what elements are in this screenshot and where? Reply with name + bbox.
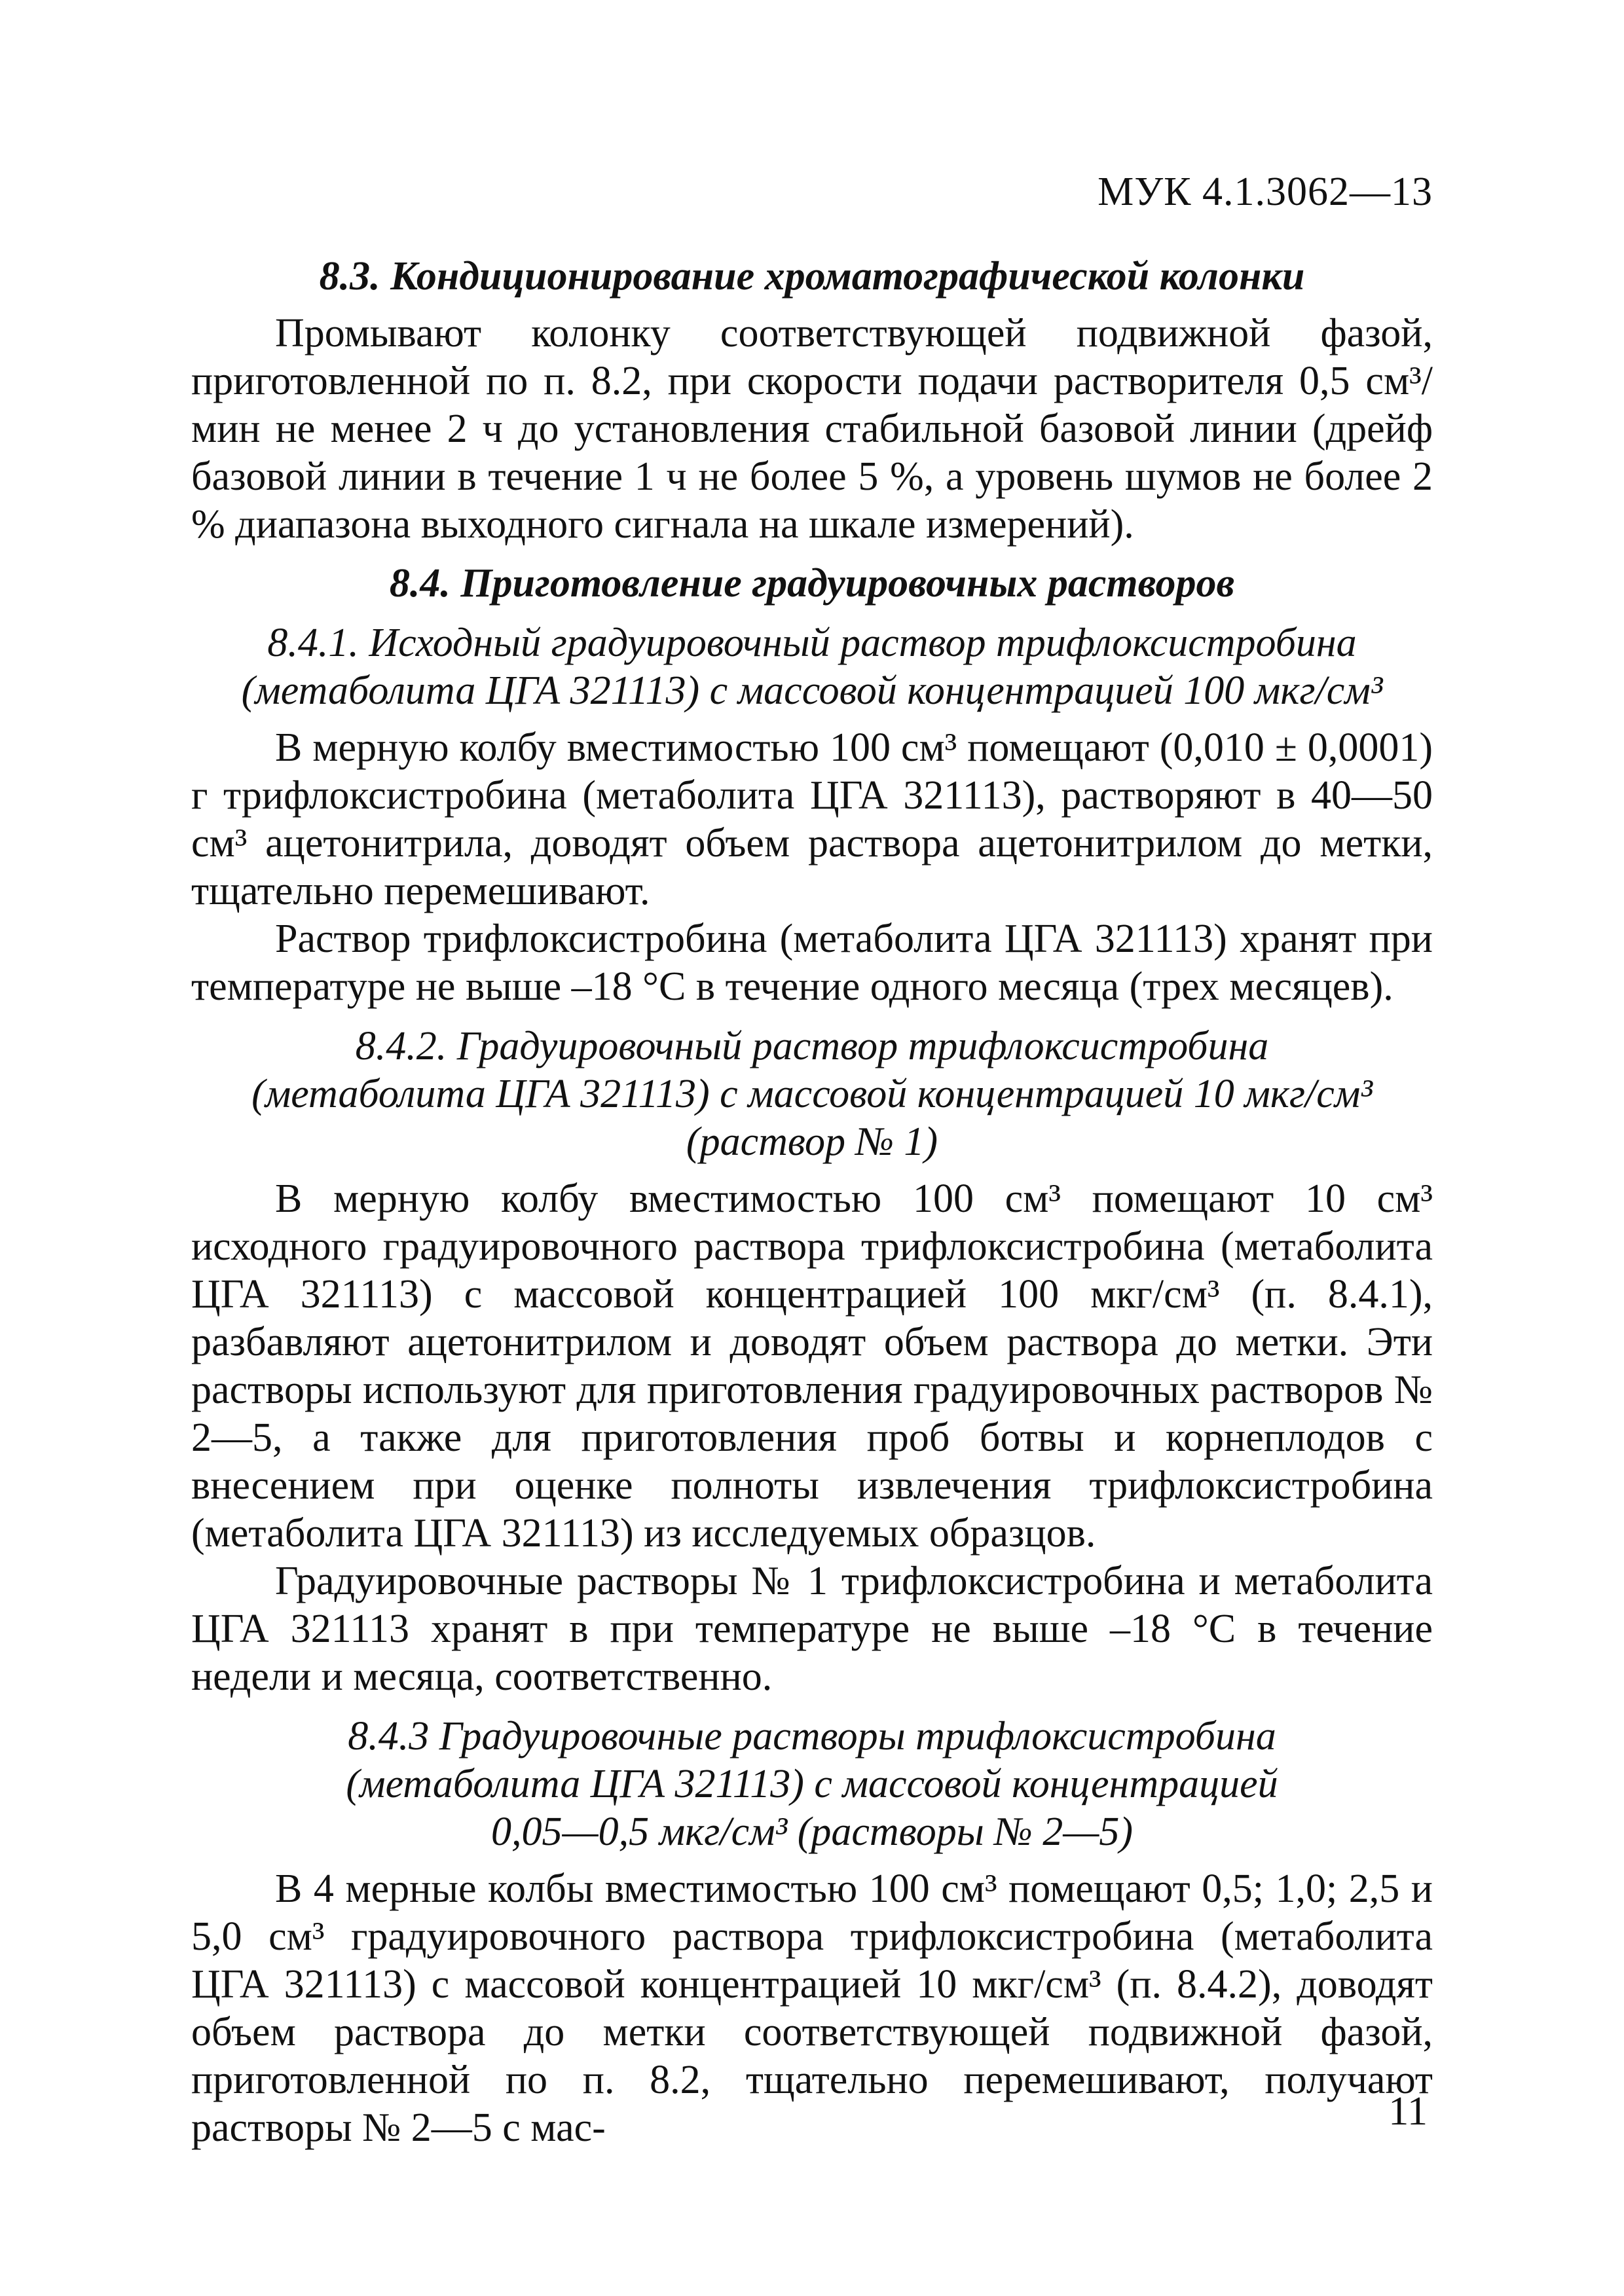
section-8-4-1-title-line2: (метаболита ЦГА 321113) с массовой концентрацией 100 мкг/см³ [241,668,1383,713]
section-8-3-title: 8.3. Кондиционирование хроматографической колонки [319,254,1305,299]
section-8-4-1-title-line1: 8.4.1. Исходный градуировочный раствор трифлоксистробина [267,621,1357,665]
section-8-4-2-title [191,1023,1433,1166]
section-8-4-2-paragraph-1: В мерную колбу вместимостью 100 см³ помещают 10 см³ исходного градуировочного раствора трифлоксистробина (метаболита ЦГА 321113) с массовой концентрацией 100 мкг/см³ (п. 8.4.1), разбавляют ацетонитрилом и доводят объем раствора до метки. Эти растворы используют для приготовления градуировочных растворов № 2—5, а также для приготовления проб ботвы и корнеплодов с внесением при оценке полноты извлечения трифлоксистробина (метаболита ЦГА 321113) из исследуемых образцов. [191,1176,1433,1556]
section-8-4-1-paragraph-1: В мерную колбу вместимостью 100 см³ помещают (0,010 ± 0,0001) г трифлоксистробина (метаболита ЦГА 321113), растворяют в 40—50 см³ ацетонитрила, доводят объем раствора ацетонитрилом до метки, тщательно перемешивают. [191,725,1433,913]
section-8-4-1-title [191,619,1433,715]
page-number: 11 [1388,2089,1428,2134]
section-8-4-2-title-line1: 8.4.2. Градуировочный раствор трифлоксистробина [355,1024,1269,1068]
section-8-4-title: 8.4. Приготовление градуировочных растворов [389,561,1235,606]
section-8-4-3-title-line1: 8.4.3 Градуировочные растворы трифлоксистробина [348,1714,1276,1758]
section-8-3-paragraph: Промывают колонку соответствующей подвижной фазой, приготовленной по п. 8.2, при скорости подачи растворителя 0,5 см³/мин не менее 2 ч до установления стабильной базовой линии (дрейф базовой линии в течение 1 ч не более 5 %, а уровень шумов не более 2 % диапазона выходного сигнала на шкале измерений). [191,311,1433,547]
section-8-4-3-title [191,1713,1433,1856]
running-header: МУК 4.1.3062—13 [1098,170,1433,214]
section-8-4-1-paragraph-2: Раствор трифлоксистробина (метаболита ЦГА 321113) хранят при температуре не выше –18 °C в течение одного месяца (трех месяцев). [191,917,1433,1009]
section-8-4-3-title-line3: 0,05—0,5 мкг/см³ (растворы № 2—5) [490,1810,1134,1854]
section-8-4-3-title-line2: (метаболита ЦГА 321113) с массовой концентрацией [346,1762,1278,1806]
section-8-4-2-title-line2: (метаболита ЦГА 321113) с массовой концентрацией 10 мкг/см³ [251,1072,1373,1116]
section-8-4-3-paragraph-1: В 4 мерные колбы вместимостью 100 см³ помещают 0,5; 1,0; 2,5 и 5,0 см³ градуировочного раствора трифлоксистробина (метаболита ЦГА 321113) с массовой концентрацией 10 мкг/см³ (п. 8.4.2), доводят объем раствора до метки соответствующей подвижной фазой, приготовленной по п. 8.2, тщательно перемешивают, получают растворы № 2—5 с мас- [191,1867,1433,2150]
section-8-4-2-title-line3: (раствор № 1) [686,1120,938,1164]
section-8-4-2-paragraph-2: Градуировочные растворы № 1 трифлоксистробина и метаболита ЦГА 321113 хранят в при температуре не выше –18 °C в течение недели и месяца, соответственно. [191,1559,1433,1699]
page-content [191,252,1433,2152]
